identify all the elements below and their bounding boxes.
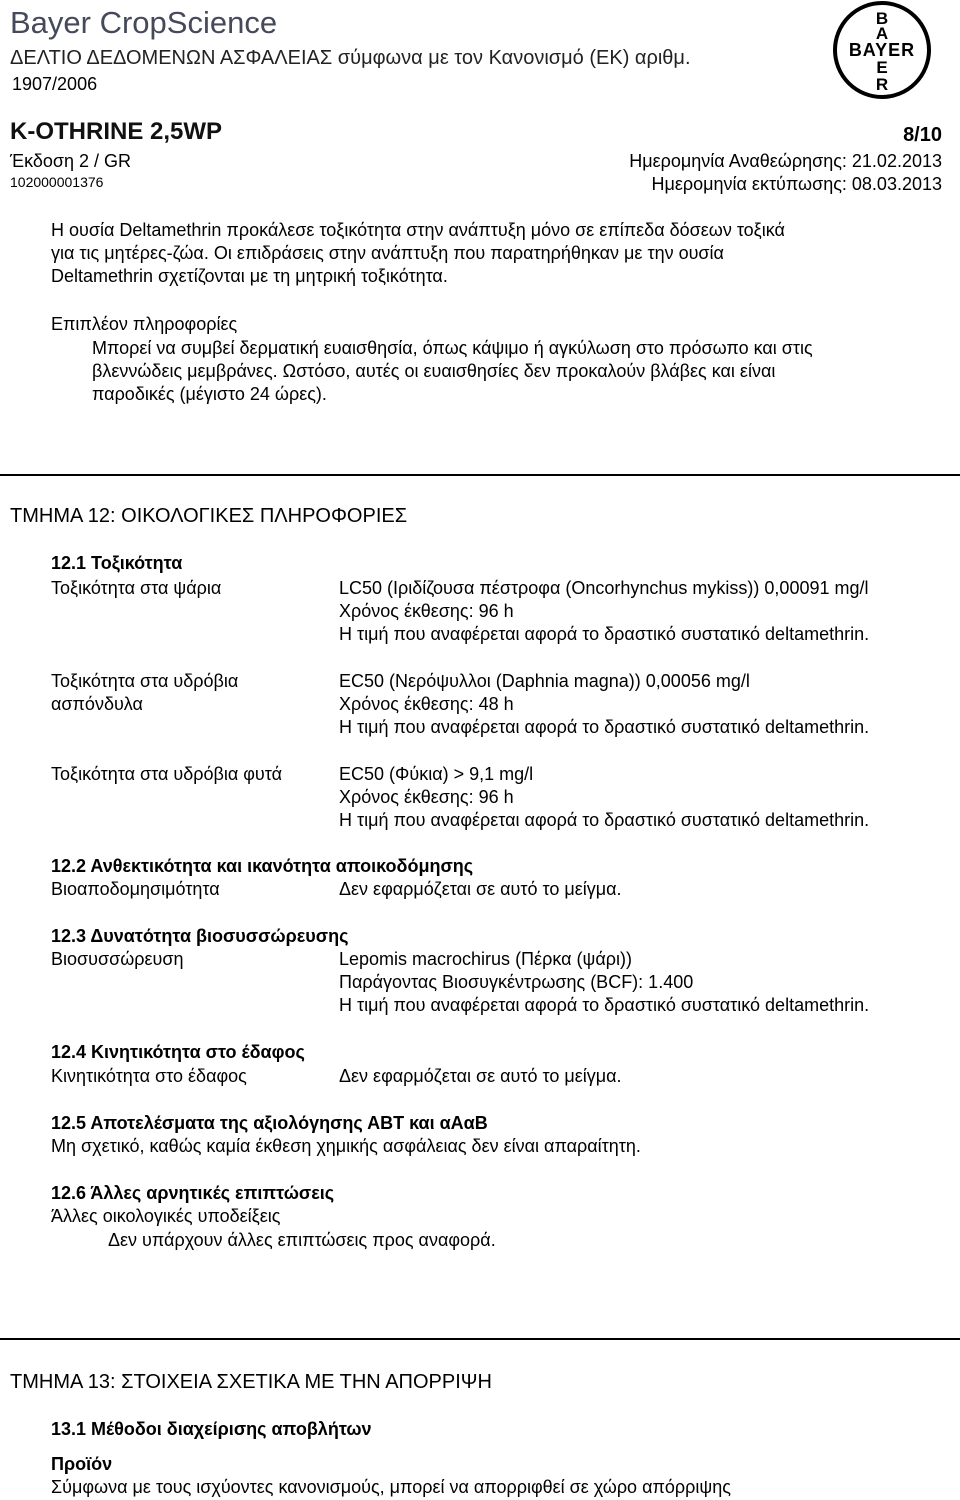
version-text: Έκδοση 2 / GR [10, 151, 132, 171]
document-title: ΔΕΛΤΙΟ ΔΕΔΟΜΕΝΩΝ ΑΣΦΑΛΕΙΑΣ σύμφωνα με τον Κανονισμό (ΕΚ) αριθμ. [10, 47, 691, 69]
product-disposal-label: Προϊόν [51, 1454, 113, 1474]
invertebrate-label-2: ασπόνδυλα [51, 694, 143, 714]
fish-toxicity-label: Τοξικότητα στα ψάρια [51, 578, 222, 598]
product-disposal-text: Σύμφωνα με τους ισχύοντες κανονισμούς, μπορεί να απορριφθεί σε χώρο απόρριψης [51, 1477, 731, 1497]
other-effects-text: Δεν υπάρχουν άλλες επιπτώσεις προς αναφορά. [108, 1230, 496, 1250]
company-name: Bayer CropScience [10, 5, 278, 40]
plants-note: Η τιμή που αναφέρεται αφορά το δραστικό συστατικό deltamethrin. [339, 810, 870, 830]
intro-line-2: για τις μητέρες-ζώα. Οι επιδράσεις στην ανάπτυξη που παρατηρήθηκαν με την ουσία [51, 243, 724, 263]
subsection-12-2-title: 12.2 Ανθεκτικότητα και ικανότητα αποικοδόμησης [51, 856, 474, 876]
subsection-12-6-title: 12.6 Άλλες αρνητικές επιπτώσεις [51, 1183, 335, 1203]
bayer-logo [832, 0, 932, 100]
section-13-title: ΤΜΗΜΑ 13: ΣΤΟΙΧΕΙΑ ΣΧΕΤΙΚΑ ΜΕ ΤΗΝ ΑΠΟΡΡΙΨΗ [10, 1371, 492, 1393]
bioaccumulation-label: Βιοσυσσώρευση [51, 949, 184, 969]
document-number: 102000001376 [10, 174, 104, 190]
fish-exposure: Χρόνος έκθεσης: 96 h [339, 601, 514, 621]
plants-ec50: EC50 (Φύκια) > 9,1 mg/l [339, 764, 534, 784]
svg-text:A: A [875, 24, 889, 43]
mobility-value: Δεν εφαρμόζεται σε αυτό το μείγμα. [339, 1066, 622, 1086]
fish-lc50: LC50 (Ιριδίζουσα πέστροφα (Oncorhynchus mykiss)) 0,00091 mg/l [339, 578, 869, 598]
plants-exposure: Χρόνος έκθεσης: 96 h [339, 787, 514, 807]
svg-text:R: R [875, 75, 889, 94]
subsection-12-1-title: 12.1 Τοξικότητα [51, 553, 183, 573]
section-12-title: ΤΜΗΜΑ 12: ΟΙΚΟΛΟΓΙΚΕΣ ΠΛΗΡΟΦΟΡΙΕΣ [10, 505, 408, 527]
subsection-12-3-title: 12.3 Δυνατότητα βιοσυσσώρευσης [51, 926, 349, 946]
more-info-line-1: Μπορεί να συμβεί δερματική ευαισθησία, όπως κάψιμο ή αγκύλωση στο πρόσωπο και στις [92, 338, 813, 358]
bioaccumulation-bcf: Παράγοντας Βιοσυγκέντρωσης (BCF): 1.400 [339, 972, 694, 992]
svg-text:BAYER: BAYER [848, 40, 916, 60]
intro-line-1: Η ουσία Deltamethrin προκάλεσε τοξικότητα στην ανάπτυξη μόνο σε επίπεδα δόσεων τοξικά [51, 220, 785, 240]
invertebrate-note: Η τιμή που αναφέρεται αφορά το δραστικό συστατικό deltamethrin. [339, 717, 870, 737]
invertebrate-ec50: EC50 (Νερόψυλλοι (Daphnia magna)) 0,00056 mg/l [339, 671, 750, 691]
subsection-12-4-title: 12.4 Κινητικότητα στο έδαφος [51, 1042, 305, 1062]
bioaccumulation-note: Η τιμή που αναφέρεται αφορά το δραστικό συστατικό deltamethrin. [339, 995, 870, 1015]
biodegradability-value: Δεν εφαρμόζεται σε αυτό το μείγμα. [339, 879, 622, 899]
plants-toxicity-label: Τοξικότητα στα υδρόβια φυτά [51, 764, 283, 784]
bioaccumulation-species: Lepomis macrochirus (Πέρκα (ψάρι)) [339, 949, 632, 969]
invertebrate-label-1: Τοξικότητα στα υδρόβια [51, 671, 239, 691]
svg-text:B: B [875, 9, 889, 28]
section-divider [0, 474, 960, 476]
more-info-label: Επιπλέον πληροφορίες [51, 314, 238, 334]
mobility-label: Κινητικότητα στο έδαφος [51, 1066, 247, 1086]
more-info-line-2: βλεννώδεις μεμβράνες. Ωστόσο, αυτές οι ευαισθησίες δεν προκαλούν βλάβες και είναι [92, 361, 776, 381]
subsection-12-5-title: 12.5 Αποτελέσματα της αξιολόγησης ΑΒΤ και αΑαΒ [51, 1113, 488, 1133]
intro-line-3: Deltamethrin σχετίζονται με τη μητρική τοξικότητα. [51, 266, 448, 286]
subsection-13-1-title: 13.1 Μέθοδοι διαχείρισης αποβλήτων [51, 1419, 372, 1439]
more-info-line-3: παροδικές (μέγιστο 24 ώρες). [92, 384, 327, 404]
revision-date: Ημερομηνία Αναθεώρησης: 21.02.2013 [629, 151, 942, 171]
regulation-number: 1907/2006 [12, 74, 98, 94]
version-label [10, 150, 131, 172]
pbt-assessment-text: Μη σχετικό, καθώς καμία έκθεση χημικής ασφάλειας δεν είναι απαραίτητη. [51, 1136, 641, 1156]
svg-text:E: E [876, 58, 888, 77]
page-number: 8/10 [903, 124, 942, 146]
other-effects-label: Άλλες οικολογικές υποδείξεις [51, 1206, 281, 1226]
section-divider [0, 1338, 960, 1340]
fish-note: Η τιμή που αναφέρεται αφορά το δραστικό συστατικό deltamethrin. [339, 624, 870, 644]
biodegradability-label: Βιοαποδομησιμότητα [51, 879, 220, 899]
product-name: K-OTHRINE 2,5WP [10, 118, 223, 145]
print-date: Ημερομηνία εκτύπωσης: 08.03.2013 [651, 174, 942, 194]
invertebrate-exposure: Χρόνος έκθεσης: 48 h [339, 694, 514, 714]
